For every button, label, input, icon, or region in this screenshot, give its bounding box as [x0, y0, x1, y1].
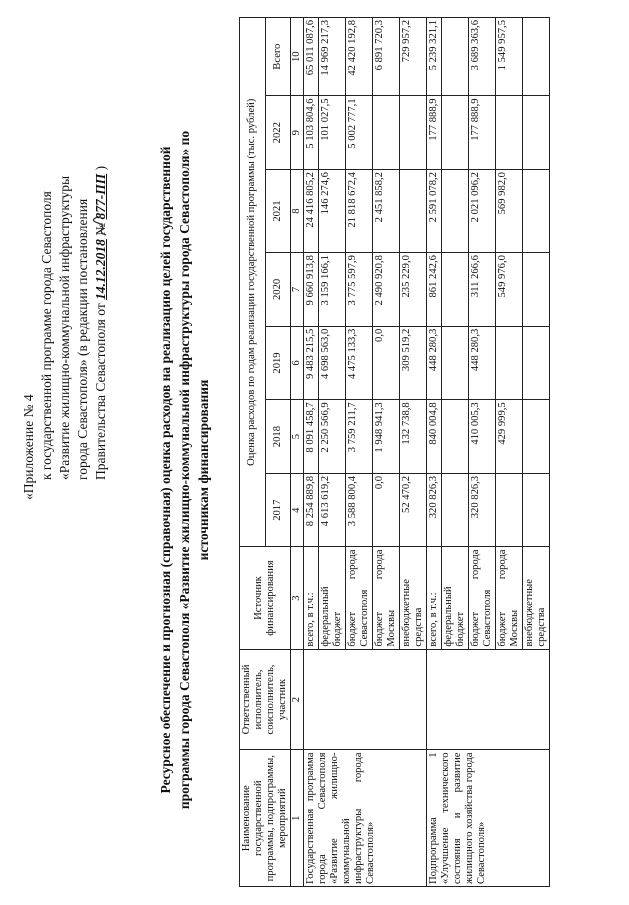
- title-line: Ресурсное обеспечение и прогнозная (справочная) оценка расходов на реализацию целей государственной: [158, 146, 173, 794]
- year-value-cell: 429 999,5: [496, 400, 523, 474]
- total-value-cell: [523, 18, 550, 96]
- year-value-cell: 549 976,0: [496, 253, 523, 327]
- total-value-cell: [442, 18, 469, 96]
- header-year: 2017: [265, 473, 291, 547]
- column-number: 7: [291, 253, 304, 327]
- year-value-cell: 8 091 458,7: [304, 400, 319, 474]
- source-cell: федеральный бюджет: [442, 547, 469, 649]
- year-value-cell: 840 004,8: [427, 400, 442, 474]
- column-number: 10: [291, 18, 304, 96]
- column-number: 3: [291, 547, 304, 649]
- year-value-cell: 2 250 566,9: [319, 400, 346, 474]
- year-value-cell: 448 280,3: [469, 326, 496, 400]
- total-value-cell: 65 011 087,6: [304, 18, 319, 96]
- year-value-cell: 5 002 777,1: [346, 96, 373, 170]
- source-cell: внебюджетные средства: [400, 547, 427, 649]
- handwritten-number: 877-ПП: [93, 173, 108, 220]
- year-value-cell: 177 888,9: [469, 96, 496, 170]
- header-total: Всего: [265, 18, 291, 96]
- year-value-cell: 410 005,3: [469, 400, 496, 474]
- year-value-cell: 569 982,0: [496, 170, 523, 253]
- total-value-cell: 14 969 217,3: [319, 18, 346, 96]
- year-value-cell: 3 159 166,1: [319, 253, 346, 327]
- appendix-title: «Приложение № 4: [21, 394, 36, 500]
- handwritten-date: 14.12.2018: [93, 239, 108, 300]
- column-number: 6: [291, 326, 304, 400]
- year-value-cell: 101 027,5: [319, 96, 346, 170]
- total-value-cell: 3 689 363,6: [469, 18, 496, 96]
- year-value-cell: [442, 326, 469, 400]
- header-name: Наименование государственной программы, подпрограммы, мероприятий: [240, 750, 291, 887]
- source-cell: всего, в т.ч.:: [427, 547, 442, 649]
- year-value-cell: 2 451 858,2: [373, 170, 400, 253]
- column-number: 4: [291, 473, 304, 547]
- year-value-cell: 4 613 619,2: [319, 473, 346, 547]
- table-row: [427, 18, 442, 887]
- year-value-cell: [373, 96, 400, 170]
- column-number: 8: [291, 170, 304, 253]
- appendix-line: Правительства Севастополя от: [93, 299, 108, 480]
- year-value-cell: 320 826,3: [469, 473, 496, 547]
- year-value-cell: 2 490 920,8: [373, 253, 400, 327]
- year-value-cell: 8 254 889,8: [304, 473, 319, 547]
- year-value-cell: [442, 253, 469, 327]
- year-value-cell: 4 698 563,0: [319, 326, 346, 400]
- source-cell: бюджет города Севастополя: [469, 547, 496, 649]
- source-cell: бюджет города Севастополя: [346, 547, 373, 649]
- header-year: 2020: [265, 253, 291, 327]
- appendix-line: к государственной программе города Севастополя: [39, 191, 54, 480]
- document-title: [156, 55, 213, 885]
- year-value-cell: 0,0: [373, 473, 400, 547]
- year-value-cell: [442, 473, 469, 547]
- total-value-cell: 42 420 192,8: [346, 18, 373, 96]
- year-value-cell: 861 242,6: [427, 253, 442, 327]
- total-value-cell: 729 957,2: [400, 18, 427, 96]
- year-value-cell: 0,0: [373, 326, 400, 400]
- year-value-cell: 1 948 941,3: [373, 400, 400, 474]
- header-responsible: Ответственный исполнитель, соисполнитель, участник: [240, 649, 291, 750]
- year-value-cell: 21 818 672,4: [346, 170, 373, 253]
- appendix-line: «Развитие жилищно-коммунальной инфраструктуры: [57, 175, 72, 480]
- responsible-cell: [427, 649, 550, 750]
- column-number: 2: [291, 649, 304, 750]
- number-label: №: [93, 219, 108, 240]
- financing-table: [239, 17, 550, 887]
- table-row: [304, 18, 319, 887]
- year-value-cell: [442, 170, 469, 253]
- year-value-cell: [400, 96, 427, 170]
- year-value-cell: [496, 326, 523, 400]
- column-number: 5: [291, 400, 304, 474]
- year-value-cell: 3 775 597,9: [346, 253, 373, 327]
- closing: ): [93, 165, 108, 174]
- year-value-cell: 320 826,3: [427, 473, 442, 547]
- year-value-cell: 311 266,6: [469, 253, 496, 327]
- header-year: 2021: [265, 170, 291, 253]
- year-value-cell: [400, 170, 427, 253]
- year-value-cell: 177 888,9: [427, 96, 442, 170]
- year-value-cell: 146 274,6: [319, 170, 346, 253]
- year-value-cell: 2 021 096,2: [469, 170, 496, 253]
- column-number: 9: [291, 96, 304, 170]
- year-value-cell: [523, 400, 550, 474]
- total-value-cell: 5 239 321,1: [427, 18, 442, 96]
- responsible-cell: [304, 649, 427, 750]
- year-value-cell: [496, 96, 523, 170]
- year-value-cell: 9 483 215,5: [304, 326, 319, 400]
- title-line: источникам финансирования: [196, 379, 211, 561]
- total-value-cell: 6 891 720,3: [373, 18, 400, 96]
- column-number: 1: [291, 750, 304, 887]
- header-year: 2022: [265, 96, 291, 170]
- year-value-cell: 9 660 913,8: [304, 253, 319, 327]
- year-value-cell: 2 591 078,2: [427, 170, 442, 253]
- program-name-cell: Государственная программа города Севастополя «Развитие жилищно-коммунальной инфраструктуры города Севастополя»: [304, 750, 427, 887]
- header-source: Источник финансирования: [240, 547, 291, 649]
- year-value-cell: 5 103 804,6: [304, 96, 319, 170]
- year-value-cell: [523, 326, 550, 400]
- signature-mark: [92, 215, 117, 237]
- year-value-cell: 3 588 800,4: [346, 473, 373, 547]
- year-value-cell: [523, 96, 550, 170]
- source-cell: всего, в т.ч.:: [304, 547, 319, 649]
- title-line: программы города Севастополя «Развитие жилищно-коммунальной инфраструктуры города Севастополя» по: [177, 130, 192, 810]
- total-value-cell: 1 549 957,5: [496, 18, 523, 96]
- year-value-cell: 448 280,3: [427, 326, 442, 400]
- year-value-cell: [442, 96, 469, 170]
- header-year: 2018: [265, 400, 291, 474]
- year-value-cell: 52 470,2: [400, 473, 427, 547]
- source-cell: бюджет города Москвы: [373, 547, 400, 649]
- source-cell: бюджет города Москвы: [496, 547, 523, 649]
- header-year: 2019: [265, 326, 291, 400]
- header-estimate: Оценка расходов по годам реализации государственной программы (тыс. рублей): [240, 18, 266, 547]
- year-value-cell: 3 759 211,7: [346, 400, 373, 474]
- year-value-cell: [523, 473, 550, 547]
- source-cell: внебюджетные средства: [523, 547, 550, 649]
- year-value-cell: [523, 170, 550, 253]
- year-value-cell: 132 738,8: [400, 400, 427, 474]
- year-value-cell: 4 475 133,3: [346, 326, 373, 400]
- year-value-cell: 309 519,2: [400, 326, 427, 400]
- year-value-cell: 24 416 805,2: [304, 170, 319, 253]
- appendix-line: города Севастополя» (в редакции постановления: [75, 198, 90, 480]
- source-cell: федеральный бюджет: [319, 547, 346, 649]
- program-name-cell: Подпрограмма 1 «Улучшение технического состояния и развитие жилищного хозяйства города Севастополя»: [427, 750, 550, 887]
- table-body: [304, 18, 550, 887]
- year-value-cell: [523, 253, 550, 327]
- year-value-cell: [496, 473, 523, 547]
- year-value-cell: [442, 400, 469, 474]
- year-value-cell: 235 229,0: [400, 253, 427, 327]
